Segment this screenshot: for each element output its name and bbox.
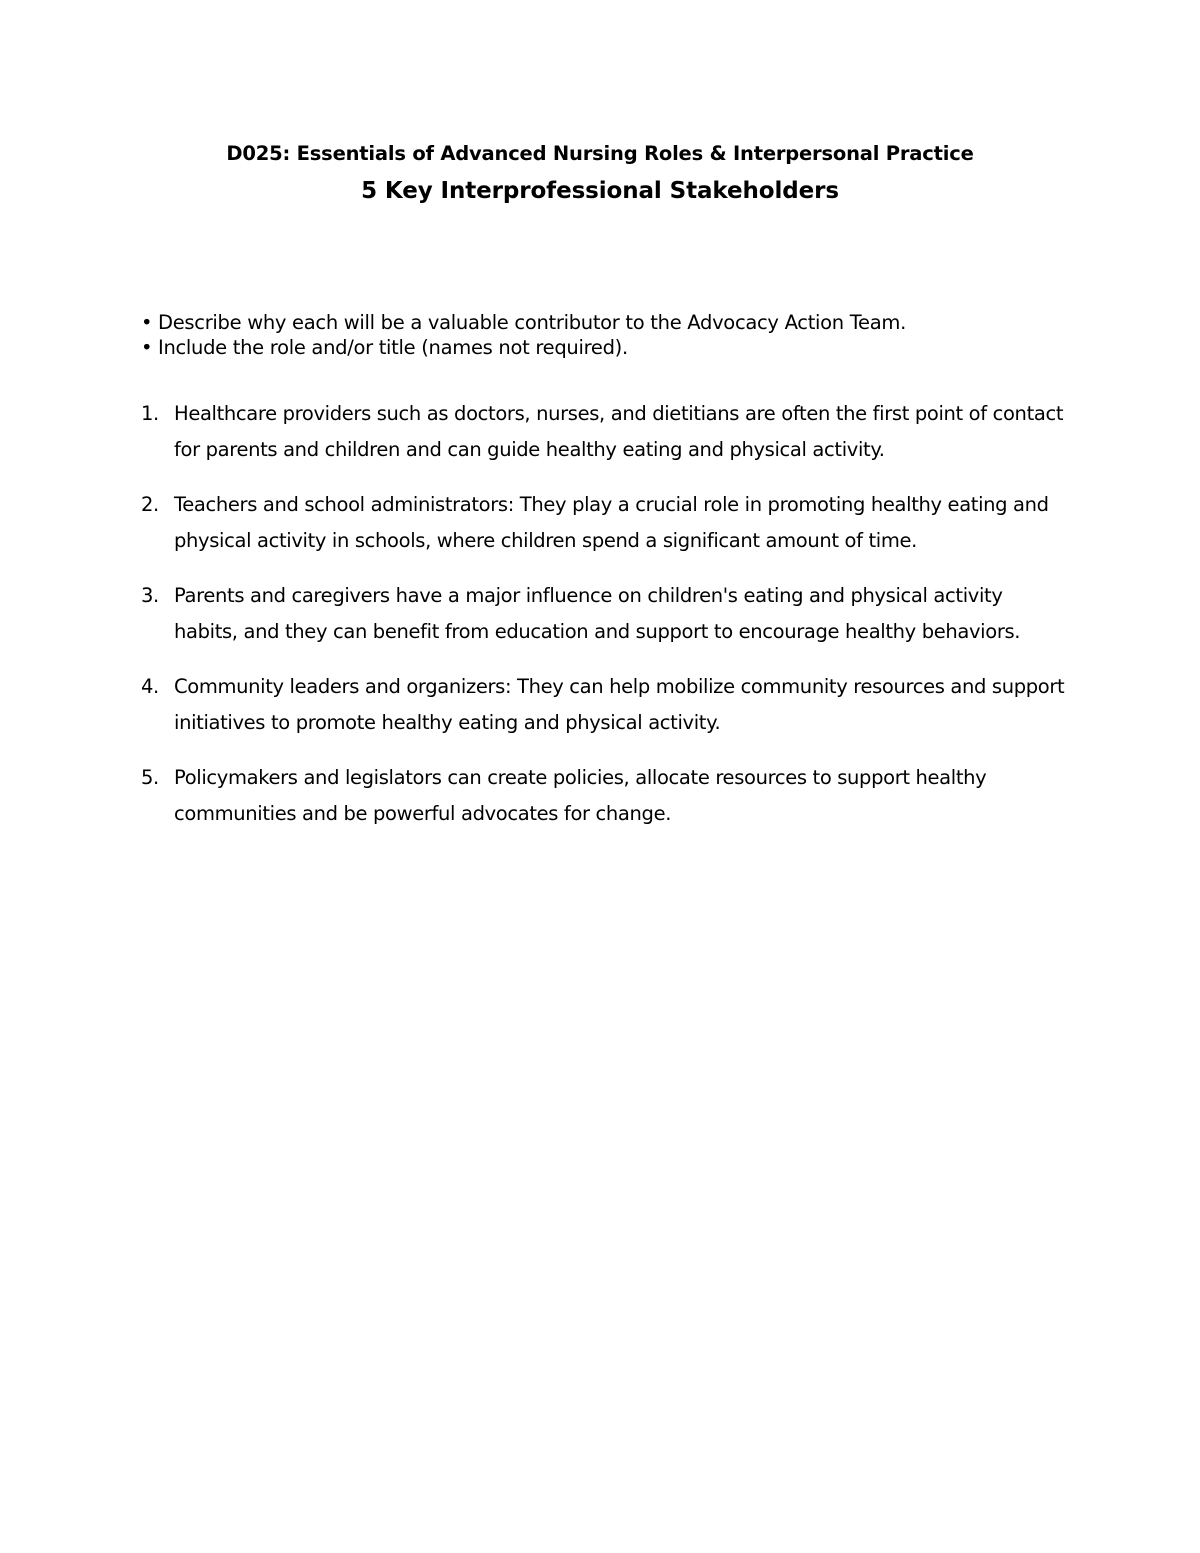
page-title: 5 Key Interprofessional Stakeholders — [361, 178, 839, 204]
bullet-icon: • — [141, 336, 153, 359]
stakeholder-item — [141, 578, 1071, 649]
item-number: 2. — [141, 493, 159, 516]
course-title: D025: Essentials of Advanced Nursing Roles & Interpersonal Practice — [226, 142, 974, 165]
stakeholder-item — [141, 487, 1071, 558]
item-text: Teachers and school administrators: They play a crucial role in promoting healthy eating and physical activity in schools, where children spend a significant amount of time. — [174, 493, 1049, 552]
item-text: Policymakers and legislators can create policies, allocate resources to support healthy communities and be powerful advocates for change. — [174, 766, 987, 825]
stakeholder-item — [141, 669, 1071, 740]
item-text: Healthcare providers such as doctors, nurses, and dietitians are often the first point of contact for parents and children and can guide healthy eating and physical activity. — [174, 402, 1064, 461]
instruction-text: Describe why each will be a valuable contributor to the Advocacy Action Team. — [158, 311, 906, 334]
item-number: 3. — [141, 584, 159, 607]
instruction-item — [141, 335, 1101, 360]
item-text: Parents and caregivers have a major influence on children's eating and physical activity habits, and they can benefit from education and support to encourage healthy behaviors. — [174, 584, 1021, 643]
stakeholder-item — [141, 760, 1071, 831]
instruction-text: Include the role and/or title (names not required). — [158, 336, 628, 359]
item-text: Community leaders and organizers: They can help mobilize community resources and support initiatives to promote healthy eating and physical activity. — [174, 675, 1065, 734]
item-number: 1. — [141, 402, 159, 425]
instruction-item — [141, 310, 1101, 335]
instructions-list — [141, 310, 1101, 360]
stakeholder-item — [141, 396, 1071, 467]
item-number: 5. — [141, 766, 159, 789]
bullet-icon: • — [141, 311, 153, 334]
item-number: 4. — [141, 675, 159, 698]
stakeholder-list — [141, 396, 1071, 851]
